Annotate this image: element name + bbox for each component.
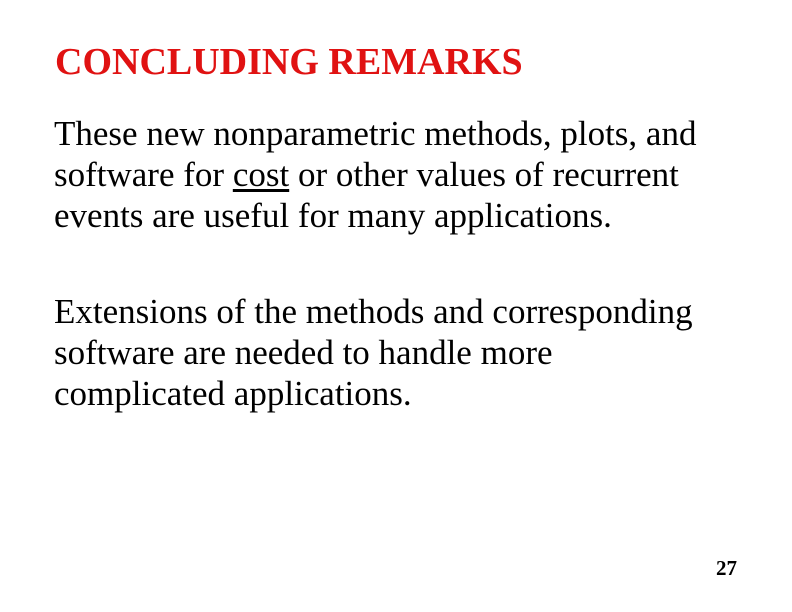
paragraph-2-line-3: complicated applications. (54, 374, 412, 413)
underlined-word-cost: cost (232, 155, 290, 194)
paragraph-1-line-2-post: or other values of recurrent (289, 155, 679, 194)
slide-title: CONCLUDING REMARKS (55, 41, 523, 83)
paragraph-1-line-3: events are useful for many applications. (54, 196, 612, 235)
paragraph-2-line-2: software are needed to handle more (54, 333, 553, 372)
paragraph-2 (54, 291, 693, 414)
page-number: 27 (716, 556, 737, 580)
paragraph-1-line-2 (54, 154, 696, 195)
paragraph-1-line-1: These new nonparametric methods, plots, and (54, 114, 697, 153)
paragraph-1 (54, 113, 696, 236)
paragraph-1-line-2-pre: software for (54, 155, 233, 194)
paragraph-2-line-1: Extensions of the methods and corresponding (54, 292, 693, 331)
